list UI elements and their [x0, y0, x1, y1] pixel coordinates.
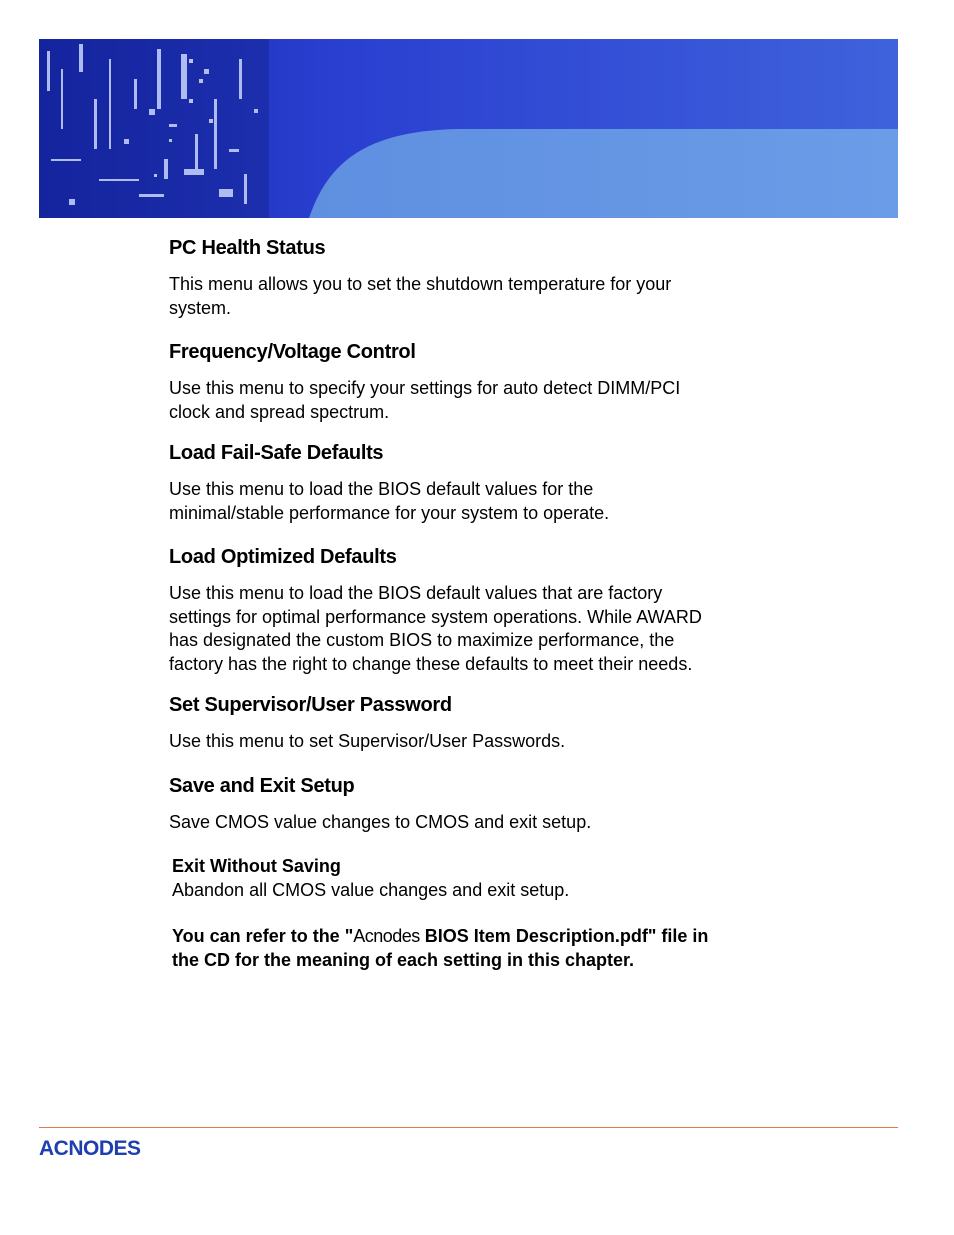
section-body-line: Use this menu to load the BIOS default values that are factory	[169, 583, 663, 603]
section-heading: Load Fail-Safe Defaults	[169, 442, 384, 464]
section-frequency-voltage-control	[169, 338, 789, 424]
exit-body: Abandon all CMOS value changes and exit setup.	[172, 880, 570, 900]
section-body-line: has designated the custom BIOS to maximize performance, the	[169, 630, 675, 650]
section-body-line: system.	[169, 297, 232, 318]
section-body-line: Use this menu to load the BIOS default values for the	[169, 479, 594, 499]
section-body-line: factory has the right to change these defaults to meet their needs.	[169, 653, 693, 674]
reference-note	[172, 924, 802, 972]
logo-text: ACNODES	[39, 1137, 141, 1160]
acnodes-logo	[39, 1135, 199, 1166]
section-body-line: Use this menu to specify your settings for auto detect DIMM/PCI	[169, 378, 681, 398]
section-body-line: This menu allows you to set the shutdown temperature for your	[169, 274, 672, 294]
section-heading: Frequency/Voltage Control	[169, 341, 416, 363]
acnodes-logo-image	[39, 1135, 199, 1161]
note-suffix: BIOS Item Description.pdf" file in	[419, 926, 709, 946]
section-body-line: settings for optimal performance system operations. While AWARD	[169, 606, 702, 627]
section-pc-health-status	[169, 234, 789, 320]
section-load-fail-safe-defaults	[169, 439, 789, 525]
section-heading: Load Optimized Defaults	[169, 546, 397, 568]
section-set-supervisor-user-password	[169, 691, 789, 754]
section-body-line: Use this menu to set Supervisor/User Passwords.	[169, 731, 566, 751]
section-heading: Set Supervisor/User Password	[169, 694, 452, 716]
section-load-optimized-defaults	[169, 543, 789, 676]
section-heading: Save and Exit Setup	[169, 775, 355, 797]
section-exit-without-saving	[172, 854, 792, 902]
exit-heading: Exit Without Saving	[172, 856, 341, 876]
note-line-1	[172, 924, 802, 948]
note-line-2: the CD for the meaning of each setting in this chapter.	[172, 950, 635, 970]
note-brand: Acnodes	[353, 926, 420, 946]
section-save-and-exit-setup	[169, 772, 789, 835]
section-body-line: minimal/stable performance for your system to operate.	[169, 502, 610, 523]
note-prefix: You can refer to the "	[172, 926, 354, 946]
section-body-line: Save CMOS value changes to CMOS and exit setup.	[169, 812, 592, 832]
header-banner	[39, 39, 898, 218]
circuit-board-banner-image	[39, 39, 898, 218]
section-body-line: clock and spread spectrum.	[169, 401, 390, 422]
footer-divider	[39, 1127, 898, 1128]
section-heading: PC Health Status	[169, 237, 326, 259]
